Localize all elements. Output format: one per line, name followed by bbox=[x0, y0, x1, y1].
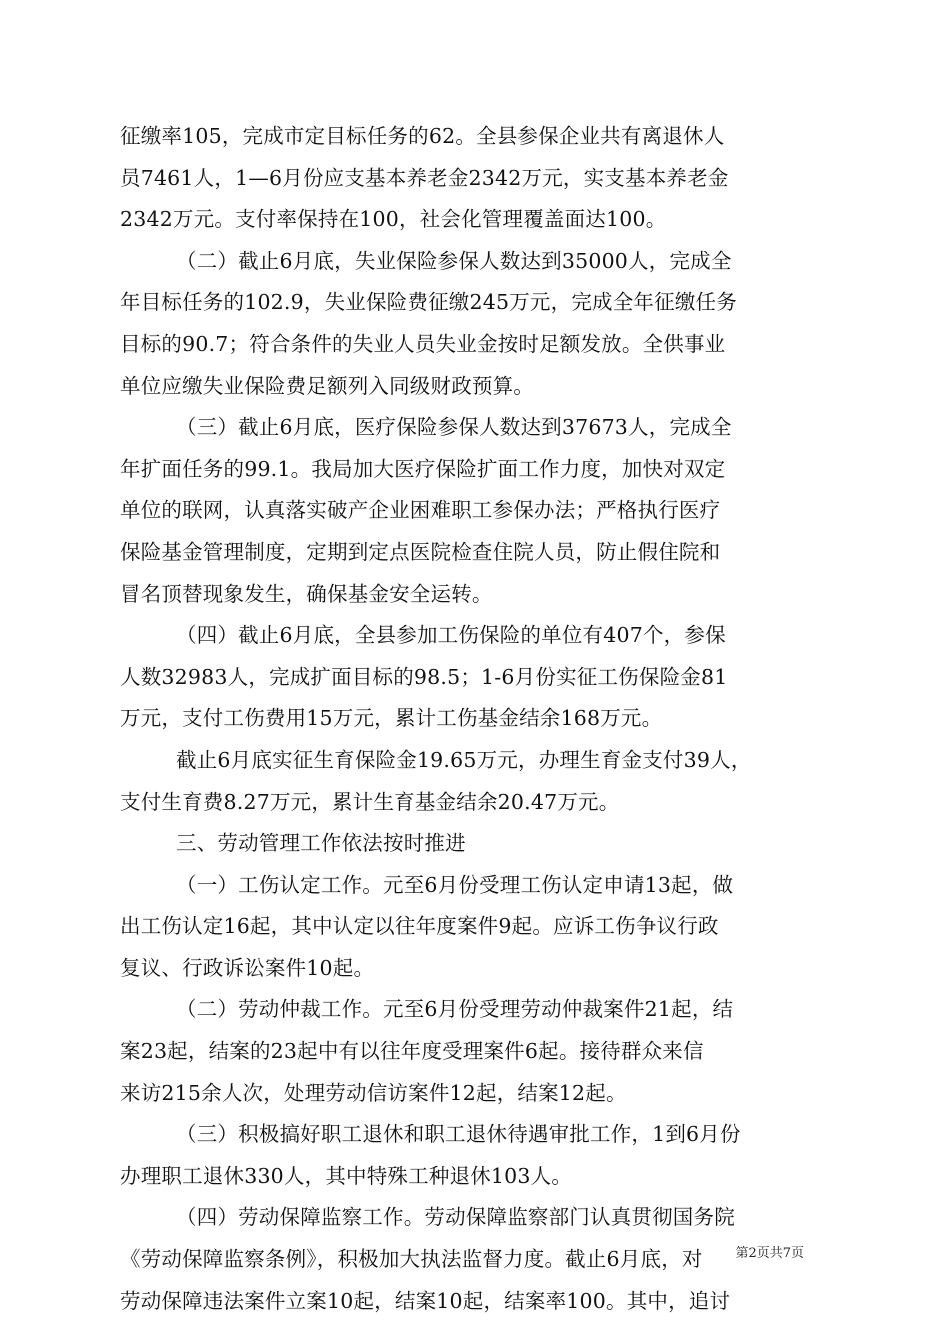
text-line: 员7461人，1—6月份应支基本养老金2342万元，实支基本养老金 bbox=[120, 165, 729, 190]
text-line: 目标的90.7；符合条件的失业人员失业金按时足额发放。全供事业 bbox=[120, 331, 726, 356]
text-line: 2342万元。支付率保持在100，社会化管理覆盖面达100。 bbox=[120, 207, 667, 232]
paragraph-start: （二）劳动仲裁工作。元至6月份受理劳动仲裁案件21起，结 bbox=[176, 997, 734, 1022]
paragraph-start: （三）截止6月底，医疗保险参保人数达到37673人，完成全 bbox=[176, 415, 732, 440]
text-line: 征缴率105，完成市定目标任务的62。全县参保企业共有离退休人 bbox=[120, 124, 725, 148]
paragraph-start: （三）积极搞好职工退休和职工退休待遇审批工作，1到6月份 bbox=[176, 1122, 741, 1147]
text-line: 支付生育费8.27万元，累计生育基金结余20.47万元。 bbox=[120, 789, 620, 814]
paragraph-start: 截止6月底实征生育保险金19.65万元，办理生育金支付39人， bbox=[176, 747, 752, 772]
text-line: 复议、行政诉讼案件10起。 bbox=[120, 955, 375, 980]
page-number: 第2页共7页 bbox=[735, 1246, 804, 1261]
text-line: 《劳动保障监察条例》，积极加大执法监督力度。截止6月底，对 bbox=[120, 1247, 703, 1272]
text-line: 单位应缴失业保险费足额列入同级财政预算。 bbox=[120, 373, 534, 398]
paragraph-start: （四）截止6月底，全县参加工伤保险的单位有407个，参保 bbox=[176, 623, 726, 648]
document-body bbox=[120, 116, 850, 1322]
text-line: 保险基金管理制度，定期到定点医院检查住院人员，防止假住院和 bbox=[120, 539, 721, 564]
text-line: 人数32983人，完成扩面目标的98.5；1-6月份实征工伤保险金81 bbox=[120, 664, 728, 689]
text-line: 单位的联网，认真落实破产企业困难职工参保办法；严格执行医疗 bbox=[120, 498, 721, 523]
paragraph-start: （二）截止6月底，失业保险参保人数达到35000人，完成全 bbox=[176, 248, 732, 273]
section-heading: 三、劳动管理工作依法按时推进 bbox=[176, 831, 466, 856]
text-line: 万元，支付工伤费用15万元，累计工伤基金结余168万元。 bbox=[120, 706, 663, 731]
paragraph-start: （四）劳动保障监察工作。劳动保障监察部门认真贯彻国务院 bbox=[176, 1205, 735, 1230]
text-line: 出工伤认定16起，其中认定以往年度案件9起。应诉工伤争议行政 bbox=[120, 914, 719, 939]
text-line: 年目标任务的102.9，失业保险费征缴245万元，完成全年征缴任务 bbox=[120, 290, 737, 315]
paragraph-start: （一）工伤认定工作。元至6月份受理工伤认定申请13起，做 bbox=[176, 872, 734, 897]
text-line: 办理职工退休330人，其中特殊工种退休103人。 bbox=[120, 1163, 573, 1188]
text-line: 年扩面任务的99.1。我局加大医疗保险扩面工作力度，加快对双定 bbox=[120, 456, 726, 481]
text-line: 来访215余人次，处理劳动信访案件12起，结案12起。 bbox=[120, 1080, 627, 1105]
text-line: 劳动保障违法案件立案10起，结案10起，结案率100。其中，追讨 bbox=[120, 1288, 731, 1313]
text-line: 冒名顶替现象发生，确保基金安全运转。 bbox=[120, 581, 493, 606]
text-line: 案23起，结案的23起中有以往年度受理案件6起。接待群众来信 bbox=[120, 1039, 704, 1064]
